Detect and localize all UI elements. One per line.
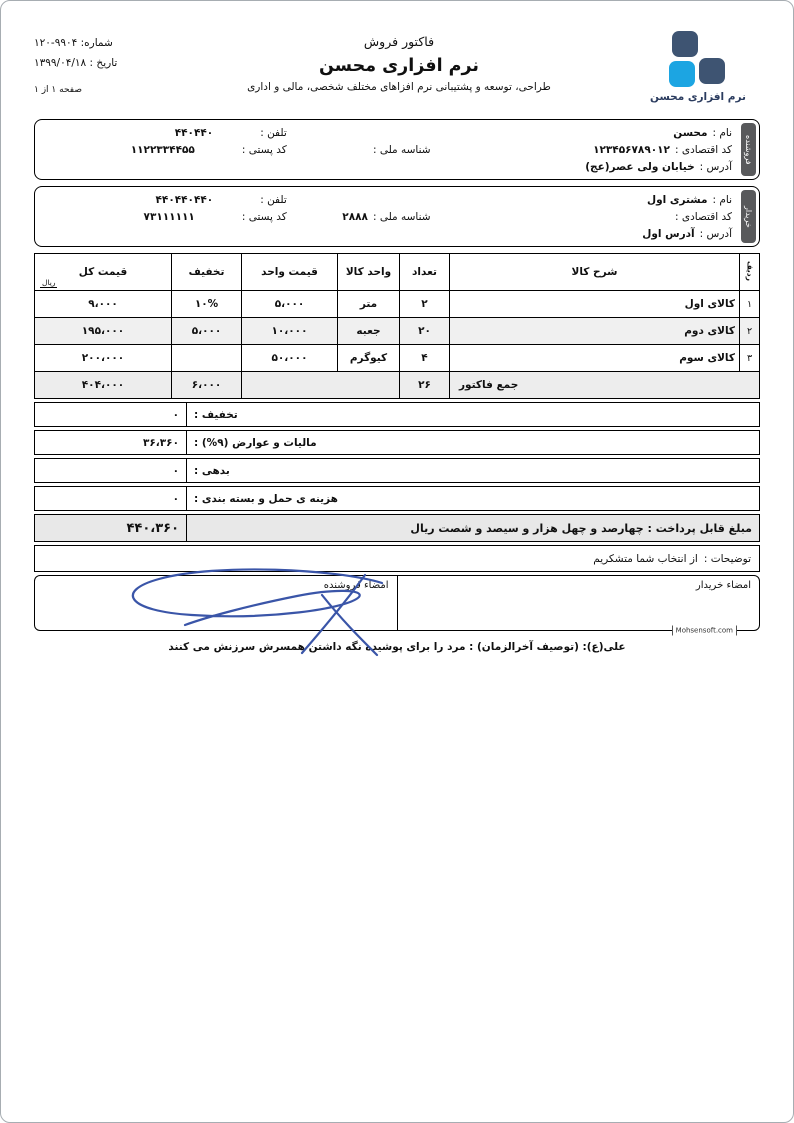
invoice-total-empty-cell [242,372,400,399]
logo-square-right [699,58,725,84]
item-row [35,291,760,318]
summary-discount-value-text: ۰ [172,408,179,421]
column-header-description: شرح کالا [450,254,740,291]
invoice-meta [34,25,162,95]
seller-name-label: نام : [712,126,732,139]
item-total: ۹،۰۰۰ [35,291,172,318]
seller-row-3 [47,158,732,175]
seller-tab: فروشنده [741,123,756,176]
buyer-phone-label: تلفن : [260,193,287,206]
summary-tax-label: مالیات و عوارض (۹%) : [194,436,317,449]
notes-value: از انتخاب شما متشکریم [593,552,698,565]
item-quantity: ۴ [400,345,450,372]
company-logo [636,25,760,103]
item-discount [172,345,242,372]
column-header-row-number-text: ردیف [745,260,755,281]
column-header-unit: واحد کالا [338,254,400,291]
summary-shipping-value [35,487,187,510]
buyer-signature-cell [398,576,760,630]
payable-amount-value [35,515,187,541]
website-badge: Mohsensoft.com [672,626,737,636]
seller-box [34,119,760,180]
seller-economic-code-value: ۱۲۳۴۵۶۷۸۹۰۱۲ [593,143,670,156]
item-row [35,318,760,345]
column-header-row-number [740,254,760,291]
invoice-total-quantity: ۲۶ [400,372,450,399]
items-table [34,253,760,399]
buyer-postal-code-field [47,211,287,223]
seller-address-label: آدرس : [699,160,732,173]
buyer-economic-code-label: کد اقتصادی : [674,210,732,223]
seller-phone-label: تلفن : [260,126,287,139]
buyer-row-3 [47,225,732,242]
currency-label: ریال [42,278,56,287]
column-header-unit-price: قیمت واحد [242,254,338,291]
summary-debt-row [34,458,760,483]
invoice-total-discount: ۶،۰۰۰ [172,372,242,399]
buyer-address-value: آدرس اول [642,227,695,240]
item-quantity: ۲۰ [400,318,450,345]
summary-debt-label: بدهی : [194,464,230,477]
payable-amount-value-text: ۴۴۰،۳۶۰ [126,520,179,536]
seller-row-1 [47,124,732,141]
invoice-header [34,25,760,113]
invoice-content [1,1,793,653]
seller-postal-code-value: ۱۱۲۲۳۳۴۴۵۵ [130,143,195,156]
buyer-phone-field [47,194,287,206]
buyer-name-field [431,194,732,206]
item-row-number: ۲ [740,318,760,345]
logo-square-top [672,31,698,57]
item-unit: متر [338,291,400,318]
seller-signature-label: امضاء فروشنده [323,580,389,591]
item-total: ۲۰۰،۰۰۰ [35,345,172,372]
seller-address-value: خیابان ولی عصر(عج) [585,160,695,173]
seller-row-2 [47,141,732,158]
buyer-national-id-label: شناسه ملی : [372,210,431,223]
buyer-name-value: مشتری اول [646,193,708,206]
invoice-date-value: ۱۳۹۹/۰۴/۱۸ [34,57,87,69]
column-header-quantity: تعداد [400,254,450,291]
column-header-discount: تخفیف [172,254,242,291]
logo-square-left [669,61,695,87]
item-quantity: ۲ [400,291,450,318]
item-unit: کیوگرم [338,345,400,372]
buyer-national-id-field [287,211,431,223]
logo-wordmark: نرم افزاری محسن [650,91,746,103]
signature-section [34,575,760,635]
seller-phone-field [47,127,287,139]
items-table-header-row [35,254,760,291]
invoice-number-value: ۱۲۰-۹۹۰۴ [34,37,78,49]
summary-tax-row [34,430,760,455]
summary-discount-row [34,402,760,427]
buyer-phone-value: ۴۴۰۴۴۰۴۴۰ [155,193,214,206]
seller-national-id-field [287,144,431,156]
summary-shipping-label: هزینه ی حمل و بسته بندی : [194,492,338,505]
company-subtitle: طراحی، توسعه و پشتیبانی نرم افزاهای مختلف شخصی، مالی و اداری [247,81,551,93]
item-row-number: ۳ [740,345,760,372]
footer-quote: علی(ع): (توصیف آخرالزمان) : مرد را برای پوشیده نگه داشتن همسرش سرزنش می کنند [168,641,626,653]
buyer-row-1 [47,191,732,208]
header-titles [162,25,636,93]
item-unit-price: ۱۰،۰۰۰ [242,318,338,345]
seller-address-field [585,161,732,173]
item-total: ۱۹۵،۰۰۰ [35,318,172,345]
buyer-signature-label: امضاء خریدار [695,580,751,591]
invoice-total-row [35,372,760,399]
summary-shipping-row [34,486,760,511]
item-row-number: ۱ [740,291,760,318]
seller-postal-code-label: کد پستی : [241,143,287,156]
invoice-number [34,37,162,49]
seller-national-id-label: شناسه ملی : [372,143,431,156]
buyer-economic-code-field [431,211,732,223]
item-row [35,345,760,372]
item-discount: ۵،۰۰۰ [172,318,242,345]
seller-signature-scribble-icon [97,565,397,665]
invoice-number-label: شماره: [80,37,113,49]
company-logo-icon [669,31,727,88]
item-description: کالای سوم [450,345,740,372]
page-indicator: صفحه ۱ از ۱ [34,85,82,95]
seller-economic-code-field [431,144,732,156]
buyer-national-id-value: ۲۸۸۸ [342,210,368,223]
invoice-total-amount: ۴۰۴،۰۰۰ [35,372,172,399]
summary-shipping-value-text: ۰ [172,492,179,505]
buyer-row-2 [47,208,732,225]
buyer-postal-code-label: کد پستی : [241,210,287,223]
buyer-address-field [642,228,732,240]
invoice-type-title: فاکتور فروش [363,34,435,49]
buyer-tab: خریدار [741,190,756,243]
item-description: کالای اول [450,291,740,318]
summary-tax-value-text: ۳۶،۳۶۰ [142,436,179,449]
seller-phone-value: ۴۴۰۴۴۰ [174,126,214,139]
item-description: کالای دوم [450,318,740,345]
item-unit: جعبه [338,318,400,345]
seller-name-field [431,127,732,139]
item-unit-price: ۵۰،۰۰۰ [242,345,338,372]
summary-discount-value [35,403,187,426]
buyer-postal-code-value: ۷۳۱۱۱۱۱۱ [143,210,195,223]
seller-name-value: محسن [673,126,708,139]
buyer-address-label: آدرس : [699,227,732,240]
payable-amount-label: مبلغ قابل پرداخت : چهارصد و چهل هزار و سیصد و شصت ریال [410,521,752,535]
invoice-date [34,57,162,69]
invoice-total-label: جمع فاکتور [450,372,760,399]
notes-label: توضیحات : [703,552,751,565]
column-header-total-price [35,254,172,291]
summary-tax-value [35,431,187,454]
item-discount: ۱۰% [172,291,242,318]
buyer-name-label: نام : [712,193,732,206]
seller-economic-code-label: کد اقتصادی : [674,143,732,156]
buyer-box [34,186,760,247]
seller-postal-code-field [47,144,287,156]
summary-debt-value-text: ۰ [172,464,179,477]
invoice-date-label: تاریخ : [89,57,118,69]
summary-debt-value [35,459,187,482]
summary-discount-label: تخفیف : [194,408,238,421]
item-unit-price: ۵،۰۰۰ [242,291,338,318]
payable-amount-row [34,514,760,542]
company-name-title: نرم افزاری محسن [319,56,479,76]
column-header-total-price-text: قیمت کل [78,266,128,278]
seller-signature-cell [35,576,398,630]
